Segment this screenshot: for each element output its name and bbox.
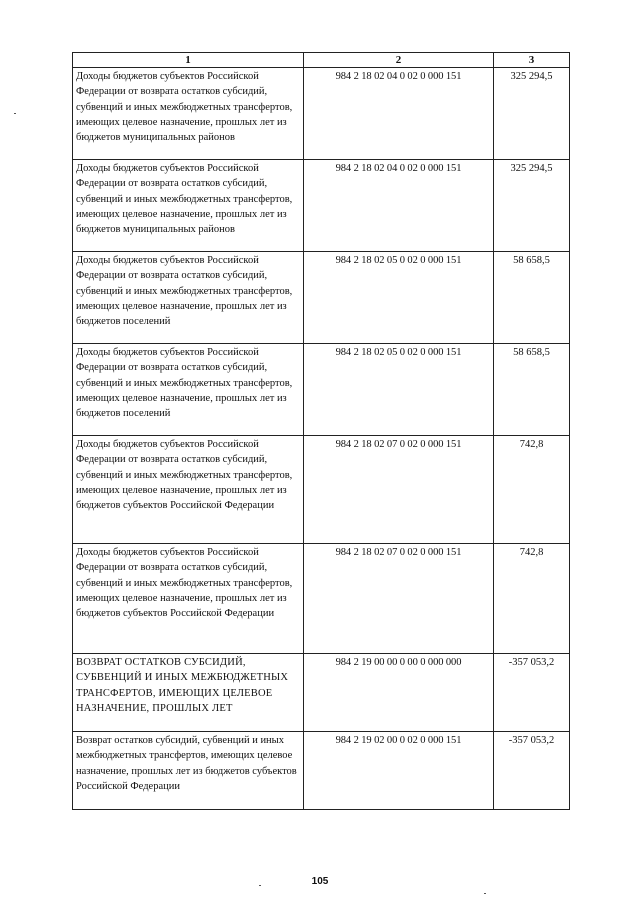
table-row	[73, 544, 570, 654]
column-header-2: 2	[304, 53, 494, 68]
row-amount: -357 053,2	[494, 732, 570, 810]
table-row	[73, 252, 570, 344]
row-code: 984 2 18 02 05 0 02 0 000 151	[304, 344, 494, 436]
row-description: Доходы бюджетов субъектов Российской Федерации от возврата остатков субсидий, субвенций и иных межбюджетных трансфертов, имеющих целевое назначение, прошлых лет из бюджетов субъектов Российской Федерации	[73, 436, 304, 544]
page-number: 105	[311, 876, 329, 887]
table-row	[73, 436, 570, 544]
row-description: ВОЗВРАТ ОСТАТКОВ СУБСИДИЙ, СУБВЕНЦИЙ И ИНЫХ МЕЖБЮДЖЕТНЫХ ТРАНСФЕРТОВ, ИМЕЮЩИХ ЦЕЛЕВОЕ НАЗНАЧЕНИЕ, ПРОШЛЫХ ЛЕТ	[73, 654, 304, 732]
row-code: 984 2 18 02 07 0 02 0 000 151	[304, 544, 494, 654]
row-code: 984 2 19 02 00 0 02 0 000 151	[304, 732, 494, 810]
row-amount: 742,8	[494, 544, 570, 654]
row-description: Возврат остатков субсидий, субвенций и иных межбюджетных трансфертов, имеющих целевое назначение, прошлых лет из бюджетов субъектов Российской Федерации	[73, 732, 304, 810]
row-description: Доходы бюджетов субъектов Российской Федерации от возврата остатков субсидий, субвенций и иных межбюджетных трансфертов, имеющих целевое назначение, прошлых лет из бюджетов поселений	[73, 252, 304, 344]
row-amount: 742,8	[494, 436, 570, 544]
row-code: 984 2 18 02 07 0 02 0 000 151	[304, 436, 494, 544]
row-description: Доходы бюджетов субъектов Российской Федерации от возврата остатков субсидий, субвенций и иных межбюджетных трансфертов, имеющих целевое назначение, прошлых лет из бюджетов муниципальных районов	[73, 160, 304, 252]
row-amount: 325 294,5	[494, 160, 570, 252]
scan-speck	[484, 893, 486, 894]
scan-speck	[259, 885, 261, 886]
row-amount: 58 658,5	[494, 252, 570, 344]
table-row	[73, 68, 570, 160]
table-row	[73, 160, 570, 252]
table-row	[73, 344, 570, 436]
scan-speck	[14, 113, 16, 114]
table-row	[73, 732, 570, 810]
budget-table	[72, 52, 570, 810]
row-code: 984 2 18 02 04 0 02 0 000 151	[304, 160, 494, 252]
row-code: 984 2 18 02 05 0 02 0 000 151	[304, 252, 494, 344]
table-row	[73, 654, 570, 732]
row-amount: 58 658,5	[494, 344, 570, 436]
row-amount: -357 053,2	[494, 654, 570, 732]
column-header-3: 3	[494, 53, 570, 68]
row-description: Доходы бюджетов субъектов Российской Федерации от возврата остатков субсидий, субвенций и иных межбюджетных трансфертов, имеющих целевое назначение, прошлых лет из бюджетов муниципальных районов	[73, 68, 304, 160]
table-header-row	[73, 53, 570, 68]
row-amount: 325 294,5	[494, 68, 570, 160]
row-description: Доходы бюджетов субъектов Российской Федерации от возврата остатков субсидий, субвенций и иных межбюджетных трансфертов, имеющих целевое назначение, прошлых лет из бюджетов субъектов Российской Федерации	[73, 544, 304, 654]
row-description: Доходы бюджетов субъектов Российской Федерации от возврата остатков субсидий, субвенций и иных межбюджетных трансфертов, имеющих целевое назначение, прошлых лет из бюджетов поселений	[73, 344, 304, 436]
row-code: 984 2 18 02 04 0 02 0 000 151	[304, 68, 494, 160]
column-header-1: 1	[73, 53, 304, 68]
row-code: 984 2 19 00 00 0 00 0 000 000	[304, 654, 494, 732]
